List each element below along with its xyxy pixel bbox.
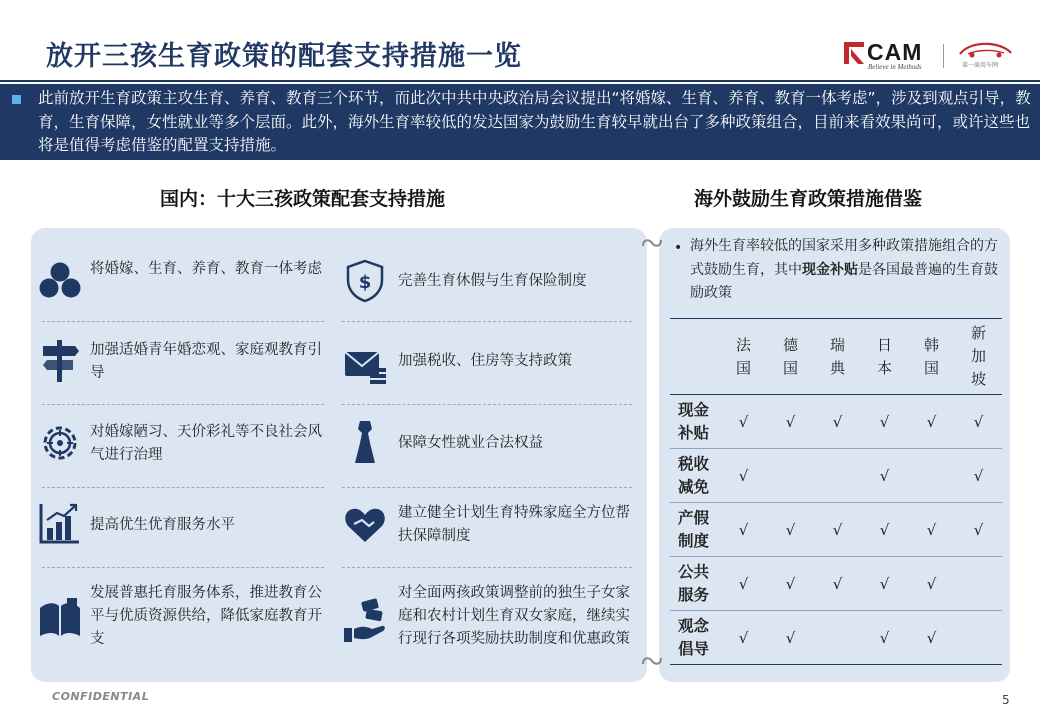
table-cell [908,395,955,449]
money-envelope-icon [342,340,388,386]
check-mark: √ [738,574,749,593]
divider [42,487,324,488]
policy-row-label [670,557,720,611]
divider [342,404,632,405]
measure-item: 完善生育休假与生育保险制度 [398,273,587,289]
check-mark: √ [785,628,796,647]
check-mark: √ [785,520,796,539]
table-cell [767,557,814,611]
divider [342,321,632,322]
check-mark: √ [785,574,796,593]
country-header [767,319,814,395]
gear-target-icon [37,420,83,466]
check-mark: √ [879,520,890,539]
table-row [670,449,1002,503]
check-mark: √ [738,412,749,431]
table-cell [955,611,1002,665]
divider [42,404,324,405]
measure-item: 将婚嫁、生育、养育、教育一体考虑 [90,261,322,277]
policy-name: 公共服务 [678,562,710,604]
table-cell [955,449,1002,503]
table-cell [908,503,955,557]
country-name: 瑞典 [829,335,845,377]
table-cell [955,395,1002,449]
overseas-section-title: 海外鼓励生育政策措施借鉴 [694,188,923,210]
check-mark: √ [879,466,890,485]
check-mark: √ [879,574,890,593]
policy-name: 观念倡导 [678,616,710,658]
domestic-section-title: 国内：十大三孩政策配套支持措施 [160,188,446,210]
table-cell [955,557,1002,611]
measure-item: 加强税收、住房等支持政策 [398,353,572,369]
table-cell [908,611,955,665]
check-mark: √ [926,628,937,647]
check-mark: √ [738,466,749,485]
bar-chart-icon [37,500,83,546]
overseas-summary-text: 海外生育率较低的国家采用多种政策措施组合的方式鼓励生育，其中 [690,238,998,278]
check-mark: √ [879,412,890,431]
check-mark: √ [738,628,749,647]
country-name: 法国 [735,335,751,377]
country-header [814,319,861,395]
measure-item: 对婚嫁陋习、天价彩礼等不良社会风气进行治理 [90,424,322,463]
overseas-summary-highlight: 现金补贴 [802,261,858,278]
cam-logo-mark-icon [844,42,864,64]
cam-logo-word: CAM [867,39,923,65]
policy-row-label [670,395,720,449]
table-row [670,503,1002,557]
table-cell [767,611,814,665]
check-mark: √ [832,520,843,539]
title-underline [0,80,1040,82]
table-cell [814,395,861,449]
table-row [670,611,1002,665]
table-cell [861,395,908,449]
overseas-summary [690,235,1000,306]
divider [42,567,324,568]
policy-comparison-table [670,318,1002,665]
table-cell [720,557,767,611]
divider [42,321,324,322]
table-cell [814,449,861,503]
divider [342,487,632,488]
check-mark: √ [926,574,937,593]
check-mark: √ [926,520,937,539]
table-cell [720,611,767,665]
table-cell [767,449,814,503]
table-cell [861,503,908,557]
car-logo-icon [956,40,1014,60]
policy-row-label [670,611,720,665]
country-header [908,319,955,395]
clip-connector-icon [640,654,664,668]
policy-row-label [670,449,720,503]
country-header [955,319,1002,395]
table-cell [955,503,1002,557]
table-cell [908,449,955,503]
country-name: 日本 [876,335,892,377]
table-corner-cell [670,319,720,395]
check-mark: √ [832,412,843,431]
check-mark: √ [973,412,984,431]
check-mark: √ [738,520,749,539]
heart-handshake-icon [342,500,388,546]
bullet-dot-icon: • [674,240,683,256]
table-cell [767,503,814,557]
table-cell [720,503,767,557]
check-mark: √ [785,412,796,431]
intro-banner [0,84,1040,160]
clip-connector-icon [640,236,664,250]
table-cell [814,611,861,665]
check-mark: √ [832,574,843,593]
page-title: 放开三孩生育政策的配套支持措施一览 [46,41,522,72]
svg-text:$: $ [358,272,372,293]
cam-logo [844,40,936,70]
table-row [670,395,1002,449]
intro-text: 此前放开生育政策主攻生育、养育、教育三个环节，而此次中共中央政治局会议提出“将婚嫁、生育、养育、教育一体考虑”，涉及到观点引导，教育，生育保障，女性就业等多个层面。此外，海外生育率较低的发达国家为鼓励生育较早就出台了多种政策组合，目前来看效果尚可，或许这些也将是值得考虑借鉴的配置支持措施。 [38,89,1031,154]
measure-item: 提高优生优育服务水平 [90,517,235,533]
partner-logo [956,40,1014,70]
cam-logo-tagline: Believe in Methods [868,63,922,71]
policy-name: 税收减免 [678,454,710,496]
logo-divider [943,44,944,68]
table-row [670,557,1002,611]
check-mark: √ [926,412,937,431]
dollar-shield-icon [342,258,388,304]
money-hand-icon [342,598,388,644]
table-cell [720,449,767,503]
country-name: 新加坡 [970,324,986,388]
signpost-icon [37,338,83,384]
partner-logo-text: 第一商用车网 [962,62,999,69]
country-name: 韩国 [923,335,939,377]
table-cell [861,611,908,665]
confidential-label: CONFIDENTIAL [52,690,150,703]
policy-name: 产假制度 [678,508,710,550]
table-cell [814,557,861,611]
table-cell [767,395,814,449]
table-header-row [670,319,1002,395]
measure-item: 加强适婚青年婚恋观、家庭观教育引导 [90,342,322,381]
measure-item: 保障女性就业合法权益 [398,435,543,451]
check-mark: √ [879,628,890,647]
policy-row-label [670,503,720,557]
page-number: 5 [1002,693,1010,707]
measure-item: 建立健全计划生育特殊家庭全方位帮扶保障制度 [398,505,630,544]
country-name: 德国 [782,335,798,377]
open-book-icon [37,594,83,640]
table-cell [720,395,767,449]
policy-name: 现金补贴 [678,400,710,442]
country-header [861,319,908,395]
table-cell [908,557,955,611]
people-cluster-icon [37,258,83,304]
overseas-summary-text: 是各国最普遍的生育鼓励政策 [690,261,998,301]
table-cell [861,449,908,503]
measure-item: 发展普惠托育服务体系，推进教育公平与优质资源供给，降低家庭教育开支 [90,585,322,647]
check-mark: √ [973,466,984,485]
table-cell [814,503,861,557]
divider [342,567,632,568]
check-mark: √ [973,520,984,539]
intro-bullet-icon [12,95,21,104]
woman-dress-icon [342,419,388,465]
country-header [720,319,767,395]
table-cell [861,557,908,611]
measure-item: 对全面两孩政策调整前的独生子女家庭和农村计划生育双女家庭，继续实行现行各项奖励扶助制度和优惠政策 [398,585,630,647]
